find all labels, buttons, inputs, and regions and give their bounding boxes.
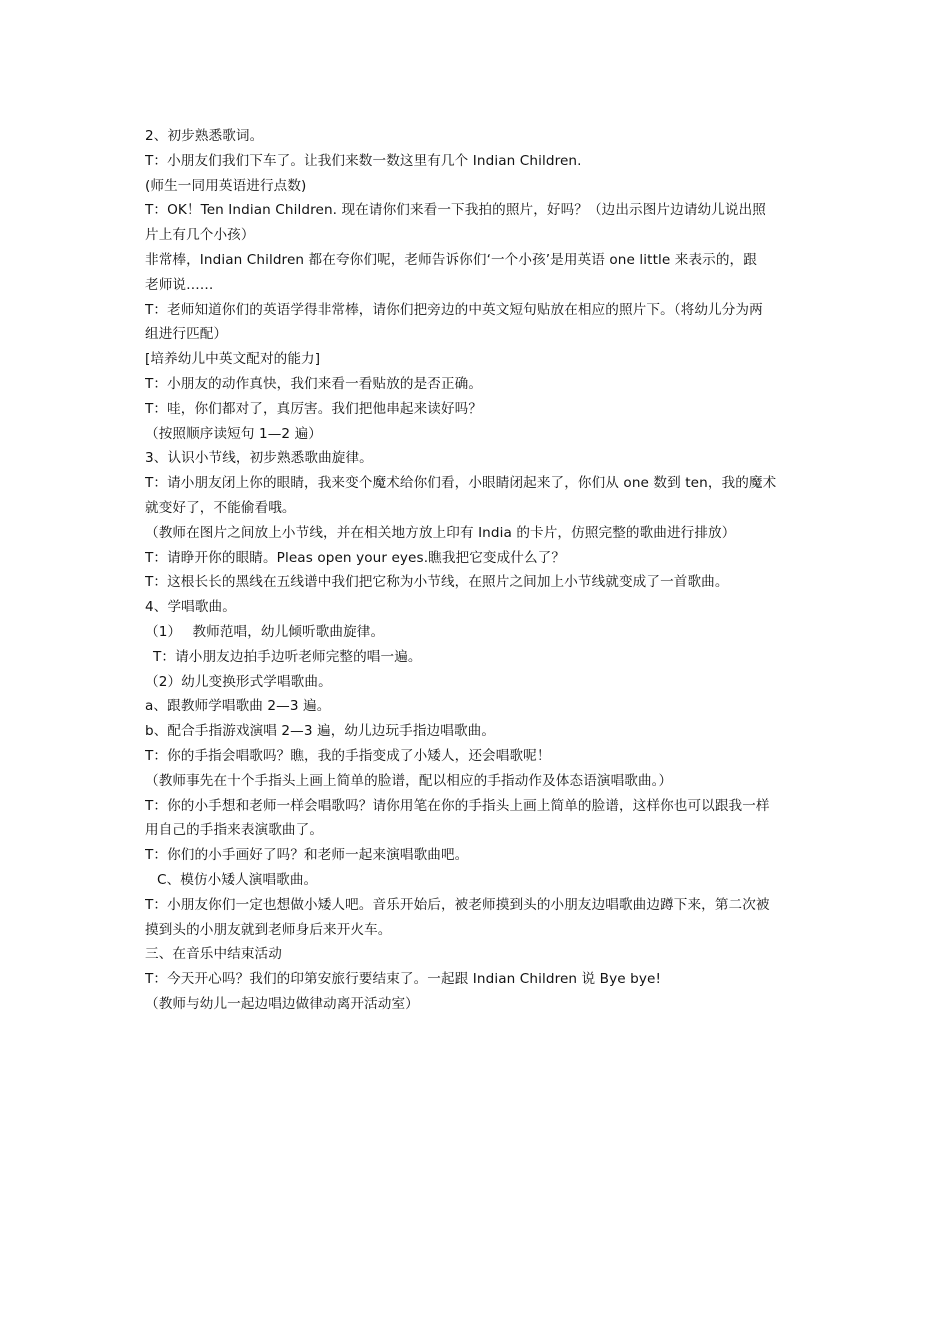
text-line: (师生一同用英语进行点数) xyxy=(145,177,307,194)
text-line: b、配合手指游戏演唱 2—3 遍，幼儿边玩手指边唱歌曲。 xyxy=(145,723,496,740)
text-line: （1） 教师范唱，幼儿倾听歌曲旋律。 xyxy=(145,623,385,640)
text-line: 片上有几个小孩） xyxy=(145,227,255,244)
text-line: T：哇，你们都对了，真厉害。我们把他串起来读好吗？ xyxy=(145,400,483,417)
text-line: 老师说…… xyxy=(145,276,214,293)
text-line: （教师与幼儿一起边唱边做律动离开活动室） xyxy=(145,995,419,1012)
text-line: T：今天开心吗？我们的印第安旅行要结束了。一起跟 Indian Children 说 Bye bye! xyxy=(145,971,662,988)
text-line: [培养幼儿中英文配对的能力] xyxy=(145,351,321,368)
text-line: （教师事先在十个手指头上画上简单的脸谱，配以相应的手指动作及体态语演唱歌曲。） xyxy=(145,772,673,789)
text-line: 4、学唱歌曲。 xyxy=(145,599,236,616)
text-line: T：小朋友的动作真快，我们来看一看贴放的是否正确。 xyxy=(145,375,483,392)
text-line: T：小朋友你们一定也想做小矮人吧。音乐开始后，被老师摸到头的小朋友边唱歌曲边蹲下来，第二次被 xyxy=(145,896,770,913)
text-line: C、模仿小矮人演唱歌曲。 xyxy=(157,871,318,888)
text-line: T：这根长长的黑线在五线谱中我们把它称为小节线，在照片之间加上小节线就变成了一首歌曲。 xyxy=(145,574,729,591)
text-line: 3、认识小节线，初步熟悉歌曲旋律。 xyxy=(145,450,373,467)
text-line: 摸到头的小朋友就到老师身后来开火车。 xyxy=(145,921,392,938)
text-line: T：请小朋友边拍手边听老师完整的唱一遍。 xyxy=(153,648,422,665)
text-line: T：老师知道你们的英语学得非常棒，请你们把旁边的中英文短句贴放在相应的照片下。（将幼儿分为两 xyxy=(145,301,763,318)
text-line: T：OK！Ten Indian Children. 现在请你们来看一下我拍的照片，好吗？（边出示图片边请幼儿说出照 xyxy=(145,202,766,219)
text-line: T：小朋友们我们下车了。让我们来数一数这里有几个 Indian Children. xyxy=(145,152,582,169)
text-line: T：你的手指会唱歌吗？瞧，我的手指变成了小矮人，还会唱歌呢！ xyxy=(145,747,551,764)
text-line: 2、初步熟悉歌词。 xyxy=(145,128,264,144)
text-line: T：你的小手想和老师一样会唱歌吗？请你用笔在你的手指头上画上简单的脸谱，这样你也可以跟我一样 xyxy=(145,797,770,814)
text-line: （按照顺序读短句 1—2 遍） xyxy=(145,425,322,442)
text-line: T：请睁开你的眼睛。Pleas open your eyes.瞧我把它变成什么了？ xyxy=(145,549,566,566)
text-line: T：你们的小手画好了吗？和老师一起来演唱歌曲吧。 xyxy=(145,847,469,864)
text-line: 就变好了，不能偷看哦。 xyxy=(145,499,296,516)
document-body xyxy=(145,124,805,1017)
text-line: a、跟教师学唱歌曲 2—3 遍。 xyxy=(145,698,331,715)
text-line: 用自己的手指来表演歌曲了。 xyxy=(145,822,324,839)
text-line: 三、在音乐中结束活动 xyxy=(145,946,282,963)
text-line: 非常棒，Indian Children 都在夸你们呢，老师告诉你们‘一个小孩’是用英语 one little 来表示的，跟 xyxy=(145,251,757,268)
text-line: （2）幼儿变换形式学唱歌曲。 xyxy=(145,673,332,690)
text-line: 组进行匹配） xyxy=(145,326,228,343)
text-line: （教师在图片之间放上小节线，并在相关地方放上印有 India 的卡片，仿照完整的歌曲进行排放） xyxy=(145,524,736,541)
text-line: T：请小朋友闭上你的眼睛，我来变个魔术给你们看，小眼睛闭起来了，你们从 one 数到 ten，我的魔术 xyxy=(145,475,777,492)
